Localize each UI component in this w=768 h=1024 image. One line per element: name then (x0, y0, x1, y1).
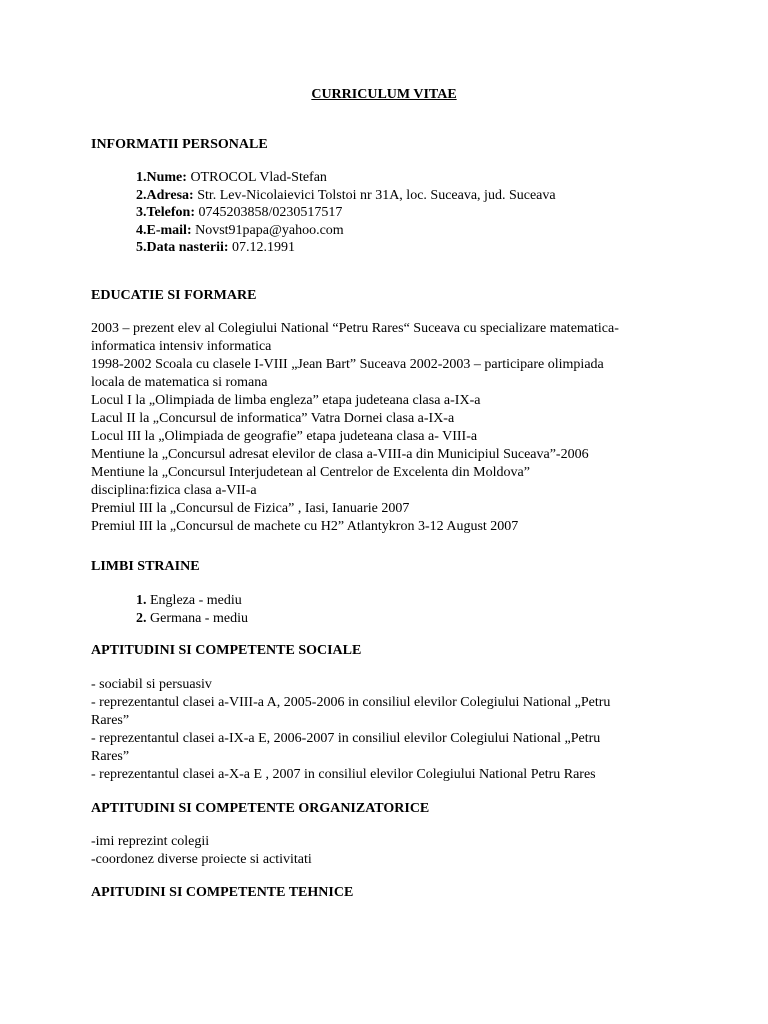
social-skills-text (91, 676, 691, 784)
heading-technical-skills: APITUDINI SI COMPETENTE TEHNICE (91, 885, 354, 900)
personal-info-birthdate (136, 239, 556, 257)
field-value: OTROCOL Vlad-Stefan (186, 170, 327, 185)
field-label: 1.Nume: (136, 170, 187, 185)
item-text: Germana - mediu (146, 610, 248, 626)
text-line: Mentiune la „Concursul adresat elevilor de clasa a-VIII-a din Municipiul Suceava”-2006 (91, 447, 589, 462)
heading-organizational-skills: APTITUDINI SI COMPETENTE ORGANIZATORICE (91, 801, 430, 816)
text-line: Mentiune la „Concursul Interjudetean al Centrelor de Excelenta din Moldova” (91, 465, 530, 480)
personal-info-phone (136, 204, 556, 222)
text-line: 2003 – prezent elev al Colegiului National “Petru Rares“ Suceava cu specializare matematica- (91, 321, 619, 336)
text-line: Rares” (91, 713, 130, 728)
document-title: CURRICULUM VITAE (311, 87, 457, 102)
text-line: Premiul III la „Concursul de machete cu H2” Atlantykron 3-12 August 2007 (91, 519, 519, 534)
field-value: Novst91papa@yahoo.com (191, 222, 344, 238)
text-line: - reprezentantul clasei a-X-a E , 2007 in consiliul elevilor Colegiului National Petru Rares (91, 767, 596, 782)
personal-info-address (136, 187, 556, 205)
text-line: informatica intensiv informatica (91, 339, 272, 354)
heading-languages: LIMBI STRAINE (91, 559, 200, 574)
field-value: 0745203858/0230517517 (194, 205, 343, 220)
field-label: 4.E-mail: (136, 222, 192, 238)
item-number: 1. (136, 593, 147, 608)
personal-info-email (136, 222, 556, 240)
heading-education: EDUCATIE SI FORMARE (91, 288, 257, 303)
field-label: 2.Adresa: (136, 187, 194, 203)
language-item-english (136, 592, 248, 610)
text-line: - reprezentantul clasei a-VIII-a A, 2005-2006 in consiliul elevilor Colegiului National „Petru (91, 695, 611, 710)
text-line: 1998-2002 Scoala cu clasele I-VIII „Jean Bart” Suceava 2002-2003 – participare olimpiada (91, 357, 604, 372)
text-line: Lacul II la „Concursul de informatica” Vatra Dornei clasa a-IX-a (91, 411, 455, 426)
field-value: 07.12.1991 (228, 240, 296, 255)
text-line: Locul I la „Olimpiada de limba engleza” etapa judeteana clasa a-IX-a (91, 393, 481, 408)
field-label: 5.Data nasterii: (136, 240, 229, 255)
personal-info-name (136, 169, 556, 187)
personal-info-list (136, 169, 556, 257)
text-line: -coordonez diverse proiecte si activitati (91, 852, 312, 867)
text-line: disciplina:fizica clasa a-VII-a (91, 483, 257, 498)
text-line: Rares” (91, 749, 130, 764)
field-label: 3.Telefon: (136, 205, 195, 220)
text-line: - reprezentantul clasei a-IX-a E, 2006-2007 in consiliul elevilor Colegiului National „Petru (91, 731, 601, 746)
text-line: -imi reprezint colegii (91, 834, 210, 849)
languages-list (136, 592, 248, 627)
item-text: Engleza - mediu (146, 593, 242, 608)
text-line: locala de matematica si romana (91, 375, 268, 390)
field-value: Str. Lev-Nicolaievici Tolstoi nr 31A, loc. Suceava, jud. Suceava (193, 187, 556, 203)
heading-social-skills: APTITUDINI SI COMPETENTE SOCIALE (91, 643, 362, 658)
organizational-skills-text (91, 833, 691, 869)
item-number: 2. (136, 610, 147, 626)
education-text (91, 320, 691, 536)
language-item-german (136, 610, 248, 628)
text-line: - sociabil si persuasiv (91, 677, 212, 692)
text-line: Locul III la „Olimpiada de geografie” etapa judeteana clasa a- VIII-a (91, 429, 478, 444)
heading-personal-info: INFORMATII PERSONALE (91, 137, 268, 152)
text-line: Premiul III la „Concursul de Fizica” , Iasi, Ianuarie 2007 (91, 501, 410, 516)
